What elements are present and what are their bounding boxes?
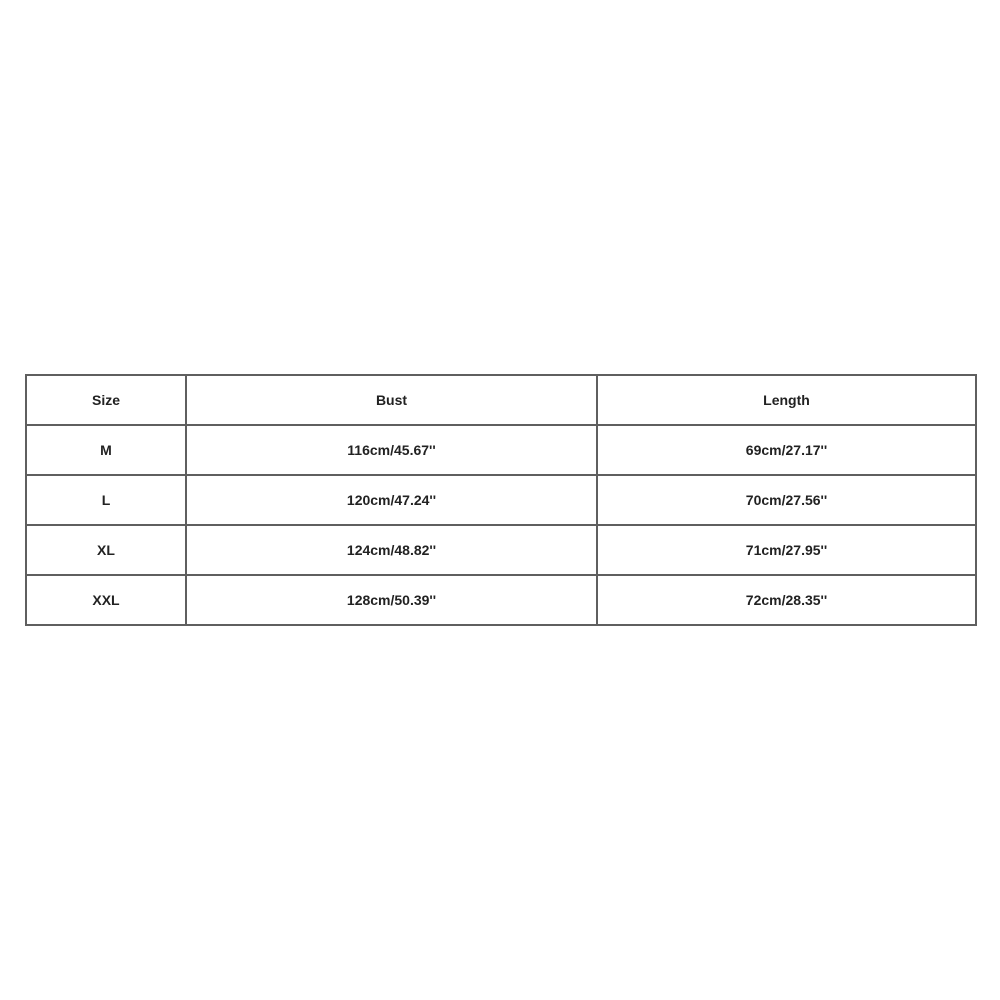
- cell-size: L: [26, 475, 186, 525]
- header-length: Length: [597, 375, 976, 425]
- header-bust: Bust: [186, 375, 597, 425]
- cell-length: 71cm/27.95'': [597, 525, 976, 575]
- cell-length: 70cm/27.56'': [597, 475, 976, 525]
- cell-size: XL: [26, 525, 186, 575]
- table-header-row: [26, 375, 976, 425]
- cell-bust: 116cm/45.67'': [186, 425, 597, 475]
- cell-size: XXL: [26, 575, 186, 625]
- cell-bust: 120cm/47.24'': [186, 475, 597, 525]
- table-row: [26, 575, 976, 625]
- table-row: [26, 425, 976, 475]
- cell-bust: 128cm/50.39'': [186, 575, 597, 625]
- table-row: [26, 475, 976, 525]
- cell-size: M: [26, 425, 186, 475]
- cell-bust: 124cm/48.82'': [186, 525, 597, 575]
- cell-length: 69cm/27.17'': [597, 425, 976, 475]
- size-chart-table: [25, 374, 977, 626]
- cell-length: 72cm/28.35'': [597, 575, 976, 625]
- header-size: Size: [26, 375, 186, 425]
- table-row: [26, 525, 976, 575]
